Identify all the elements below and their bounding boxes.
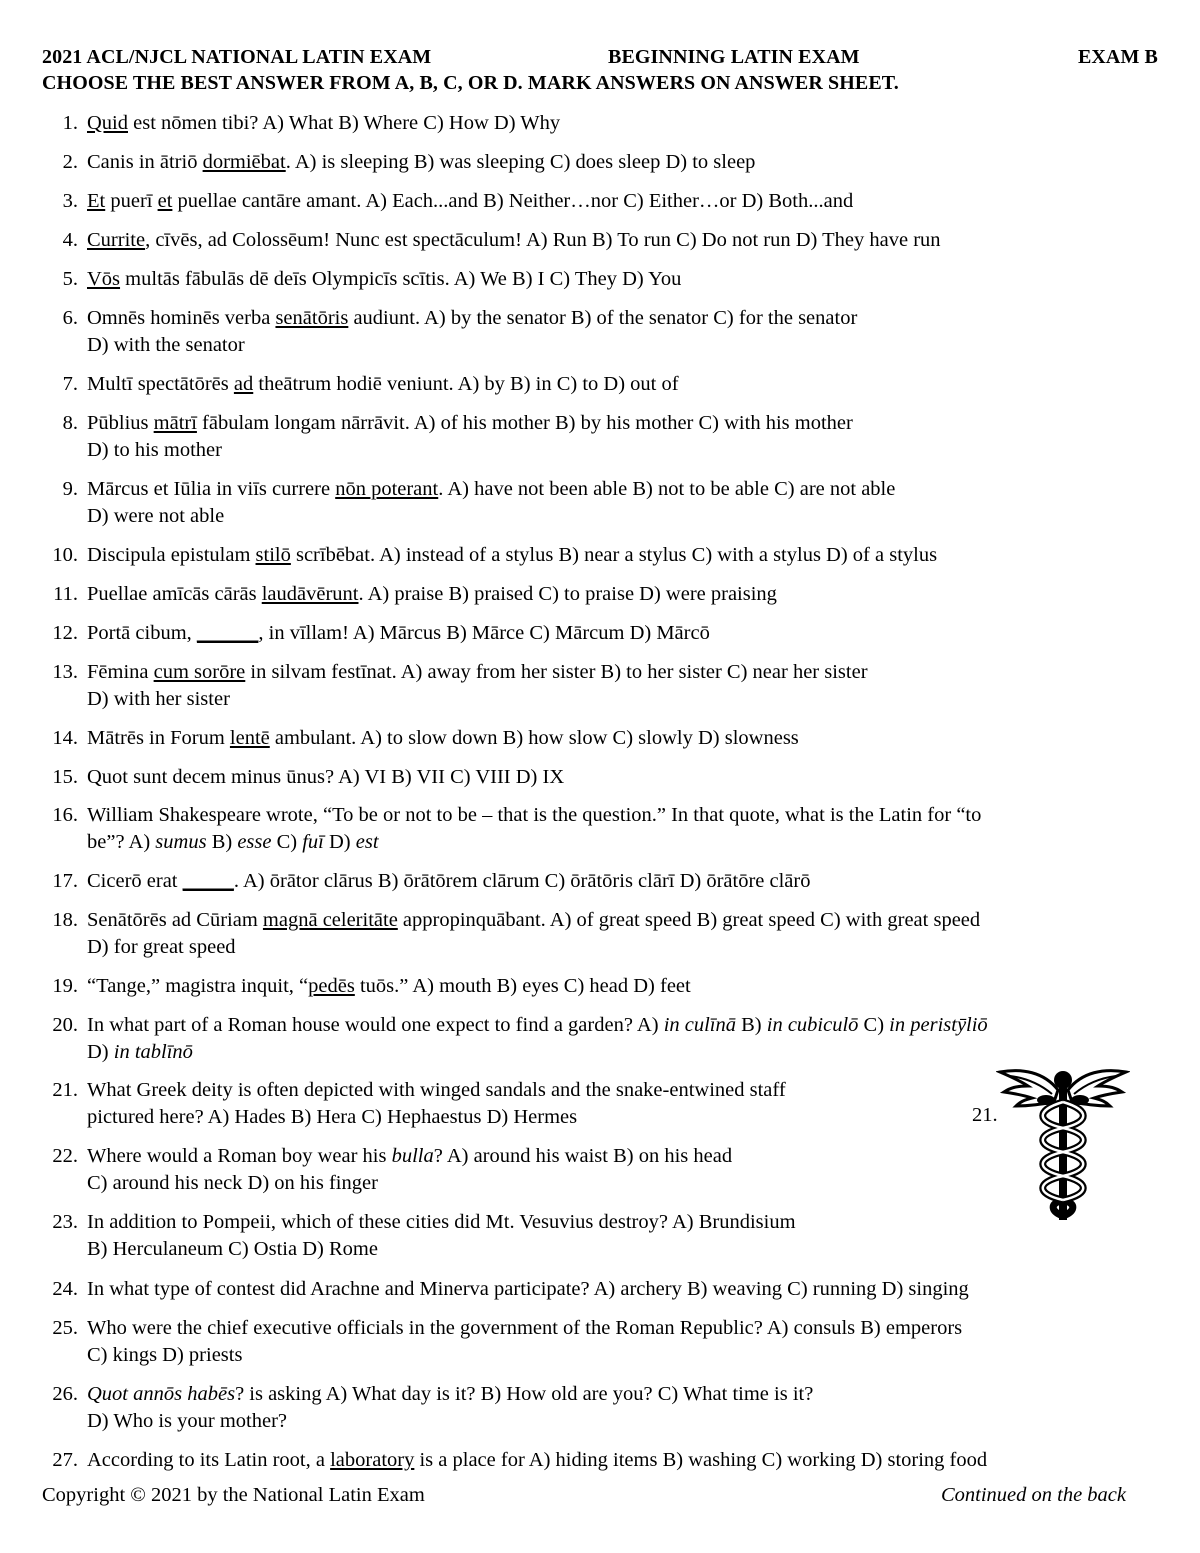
caduceus-icon (996, 1062, 1130, 1224)
question-text: D) were not able (87, 505, 225, 527)
question-number: 17. (52, 870, 78, 892)
underlined-term: pedēs (308, 975, 355, 997)
question-text: C) kings D) priests (87, 1344, 243, 1366)
question-number: 8. (62, 412, 78, 434)
question-number: 27. (52, 1449, 78, 1471)
question-text-line (87, 725, 799, 752)
question-text: Pūblius (87, 412, 154, 434)
question-text: According to its Latin root, a (87, 1449, 331, 1471)
question-number: 3. (62, 190, 78, 212)
question-text-line (87, 581, 777, 608)
question-text: in silvam festīnat. A) away from her sister B) to her sister C) near her sister (245, 661, 868, 683)
question-number: 6. (62, 307, 78, 329)
question-text-line (87, 1236, 378, 1263)
italic-term: sumus (155, 831, 207, 853)
underlined-term: magnā celeritāte (262, 909, 398, 931)
question-text: be”? A) (87, 831, 156, 853)
question-text-line (87, 1276, 969, 1303)
question-text: Mātrēs in Forum (87, 727, 230, 749)
question-text-line (87, 305, 857, 332)
question-text: . A) have not been able B) not to be able C) are not able (438, 478, 896, 500)
underlined-term: nōn poterant (335, 478, 439, 500)
question-text: D) with the senator (87, 334, 245, 356)
question-number: 21. (52, 1079, 78, 1101)
question-text: fābulam longam nārrāvit. A) of his mother B) by his mother C) with his mother (196, 412, 853, 434)
question-text: Puellae amīcās cārās (87, 583, 262, 605)
question-text: Mārcus et Iūlia in viīs currere (87, 478, 336, 500)
italic-term: est (355, 831, 379, 853)
question-number: 4. (62, 229, 78, 251)
exam-title: 2021 ACL/NJCL NATIONAL LATIN EXAM (42, 46, 432, 68)
underlined-term: stilō (255, 544, 291, 566)
figure-label: 21. (972, 1104, 998, 1126)
question-text-line (87, 371, 679, 398)
underlined-term: Vōs (87, 268, 121, 290)
question-text: Multī spectātōrēs (87, 373, 234, 395)
question-text: . A) ōrātor clārus B) ōrātōrem clārum C) ōrātōris clārī D) ōrātōre clārō (233, 870, 811, 892)
question-number: 18. (52, 909, 78, 931)
underlined-term: senātōris (275, 307, 349, 329)
italic-term: fuī (302, 831, 324, 853)
question-text: B) (736, 1014, 767, 1036)
question-text-line (87, 410, 853, 437)
question-text: ambulant. A) to slow down B) how slow C) slowly D) slowness (269, 727, 799, 749)
question-text: C) around his neck D) on his finger (87, 1172, 378, 1194)
question-text: William Shakespeare wrote, “To be or not to be – that is the question.” In that quote, what is the Latin for “to (87, 804, 982, 826)
question-number: 11. (53, 583, 78, 605)
italic-term: Quot annōs habēs (87, 1383, 236, 1405)
question-text: puerī (105, 190, 158, 212)
underlined-term: mātrī (153, 412, 197, 434)
question-number: 7. (62, 373, 78, 395)
question-text: Who were the chief executive officials in the government of the Roman Republic? A) consuls B) emperors (87, 1317, 963, 1339)
question-text-line (87, 829, 379, 856)
underlined-term: ad (233, 373, 254, 395)
question-text: In what type of contest did Arachne and Minerva participate? A) archery B) weaving C) running D) singing (87, 1278, 969, 1300)
question-text-line (87, 1039, 193, 1066)
underlined-term: Quid (87, 112, 128, 134)
question-text: B) (206, 831, 238, 853)
question-number: 22. (52, 1145, 78, 1167)
italic-term: in tablīnō (113, 1041, 193, 1063)
question-text-line (87, 1408, 287, 1435)
question-text-line (87, 868, 811, 895)
question-text-line (87, 227, 941, 254)
question-text: audiunt. A) by the senator B) of the senator C) for the senator (348, 307, 858, 329)
question-text-line (87, 659, 868, 686)
question-text-line (87, 802, 981, 829)
question-text-line (87, 437, 222, 464)
question-text-line (87, 1012, 988, 1039)
question-text: is a place for A) hiding items B) washing C) working D) storing food (414, 1449, 988, 1471)
question-text: ? A) around his waist B) on his head (433, 1145, 733, 1167)
question-number: 24. (52, 1278, 78, 1300)
italic-term: bulla (391, 1145, 434, 1167)
question-text-line (87, 686, 230, 713)
exam-header (42, 46, 1158, 72)
question-text: D) (87, 1041, 114, 1063)
continued-notice: Continued on the back (940, 1484, 1126, 1506)
question-text: scrībēbat. A) instead of a stylus B) near a stylus C) with a stylus D) of a stylus (290, 544, 938, 566)
underlined-term: _____ (182, 870, 234, 892)
question-number: 26. (52, 1383, 78, 1405)
question-number: 12. (52, 622, 78, 644)
question-number: 20. (52, 1014, 78, 1036)
question-text: In what part of a Roman house would one expect to find a garden? A) (87, 1014, 664, 1036)
question-text-line (87, 542, 937, 569)
question-number: 23. (52, 1211, 78, 1233)
underlined-term: Et (87, 190, 106, 212)
question-number: 10. (52, 544, 78, 566)
question-text: pictured here? A) Hades B) Hera C) Hephaestus D) Hermes (87, 1106, 578, 1128)
question-number: 2. (62, 151, 78, 173)
question-text-line (87, 764, 564, 791)
question-text-line (87, 1104, 577, 1131)
question-text: tuōs.” A) mouth B) eyes C) head D) feet (354, 975, 691, 997)
question-text: , in vīllam! A) Mārcus B) Mārce C) Mārcum D) Mārcō (258, 622, 710, 644)
italic-term: in culīnā (663, 1014, 736, 1036)
question-text-line (87, 110, 560, 137)
question-text: In addition to Pompeii, which of these cities did Mt. Vesuvius destroy? A) Brundisium (87, 1211, 796, 1233)
question-text-line (87, 934, 236, 961)
question-text: D) Who is your mother? (87, 1410, 288, 1432)
question-text-line (87, 620, 710, 647)
question-text: multās fābulās dē deīs Olympicīs scītis. A) We B) I C) They D) You (120, 268, 682, 290)
question-number: 25. (52, 1317, 78, 1339)
question-text-line (87, 188, 853, 215)
question-text-line (87, 1381, 813, 1408)
question-text: Senātōrēs ad Cūriam (87, 909, 263, 931)
question-text: puellae cantāre amant. A) Each...and B) Neither…nor C) Either…or D) Both...and (172, 190, 854, 212)
question-text: Discipula epistulam (87, 544, 256, 566)
question-text: D) with her sister (87, 688, 230, 710)
question-text-line (87, 503, 224, 530)
question-text-line (87, 973, 691, 1000)
question-text: C) (858, 1014, 890, 1036)
underlined-term: lentē (229, 727, 270, 749)
question-text-line (87, 332, 245, 359)
question-text: . A) is sleeping B) was sleeping C) does sleep D) to sleep (285, 151, 756, 173)
question-number: 14. (52, 727, 78, 749)
question-text-line (87, 476, 895, 503)
question-text-line (87, 1077, 786, 1104)
question-text: est nōmen tibi? A) What B) Where C) How D) Why (128, 112, 561, 134)
question-text: Quot sunt decem minus ūnus? A) VI B) VII C) VIII D) IX (87, 766, 565, 788)
question-text: theātrum hodiē veniunt. A) by B) in C) to D) out of (253, 373, 679, 395)
question-text-line (87, 1170, 378, 1197)
underlined-term: cum sorōre (153, 661, 246, 683)
italic-term: in peristȳliō (889, 1014, 988, 1036)
question-text: C) (271, 831, 303, 853)
question-text: Canis in ātriō (87, 151, 203, 173)
question-text-line (87, 907, 980, 934)
question-text: . A) praise B) praised C) to praise D) were praising (358, 583, 777, 605)
question-number: 5. (62, 268, 78, 290)
underlined-term: dormiēbat (202, 151, 286, 173)
question-number: 19. (52, 975, 78, 997)
question-text: Cicerō erat (87, 870, 183, 892)
question-text: “Tange,” magistra inquit, “ (87, 975, 309, 997)
question-text: D) (323, 831, 356, 853)
italic-term: in cubiculō (766, 1014, 859, 1036)
question-text: ? is asking A) What day is it? B) How old are you? C) What time is it? (235, 1383, 814, 1405)
question-text-line (87, 1143, 732, 1170)
underlined-term: laudāvērunt (261, 583, 359, 605)
question-text: What Greek deity is often depicted with winged sandals and the snake-entwined staff (87, 1079, 786, 1101)
question-number: 15. (52, 766, 78, 788)
italic-term: esse (237, 831, 272, 853)
underlined-term: et (157, 190, 173, 212)
question-text: Where would a Roman boy wear his (87, 1145, 392, 1167)
question-text-line (87, 1447, 987, 1474)
question-text: D) for great speed (87, 936, 236, 958)
question-text: Fēmina (87, 661, 154, 683)
underlined-term: laboratory (330, 1449, 415, 1471)
exam-instructions: CHOOSE THE BEST ANSWER FROM A, B, C, OR D. MARK ANSWERS ON ANSWER SHEET. (42, 72, 899, 94)
question-text: Omnēs hominēs verba (87, 307, 276, 329)
question-text-line (87, 149, 755, 176)
question-text: B) Herculaneum C) Ostia D) Rome (87, 1238, 378, 1260)
copyright-notice: Copyright © 2021 by the National Latin Exam (42, 1484, 425, 1506)
question-text-line (87, 266, 681, 293)
question-number: 1. (62, 112, 78, 134)
question-number: 13. (52, 661, 78, 683)
exam-version: EXAM B (1077, 46, 1158, 68)
underlined-term: Currite (87, 229, 146, 251)
question-text: , cīvēs, ad Colossēum! Nunc est spectāculum! A) Run B) To run C) Do not run D) They have run (145, 229, 941, 251)
underlined-term: ______ (196, 622, 259, 644)
question-number: 16. (52, 804, 78, 826)
question-text: appropinquābant. A) of great speed B) great speed C) with great speed (397, 909, 981, 931)
question-text-line (87, 1342, 242, 1369)
question-text-line (87, 1315, 962, 1342)
question-text: Portā cibum, (87, 622, 197, 644)
exam-level: BEGINNING LATIN EXAM (608, 46, 860, 68)
question-text: D) to his mother (87, 439, 222, 461)
question-number: 9. (62, 478, 78, 500)
question-text-line (87, 1209, 796, 1236)
